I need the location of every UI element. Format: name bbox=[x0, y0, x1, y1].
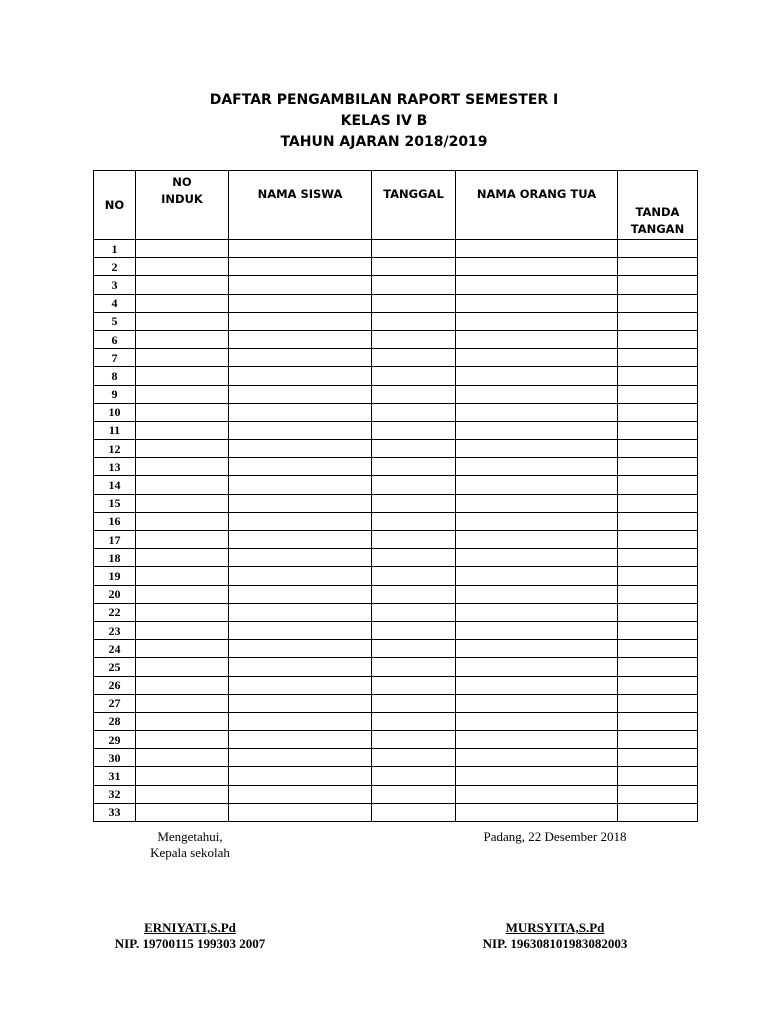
tanggal-cell bbox=[372, 767, 456, 785]
tanda-tangan-cell bbox=[618, 330, 698, 348]
principal-name: ERNIYATI,S.Pd bbox=[144, 920, 236, 935]
tanggal-cell bbox=[372, 494, 456, 512]
nama-orang-tua-cell bbox=[456, 803, 618, 821]
nama-siswa-cell bbox=[229, 476, 372, 494]
nama-orang-tua-cell bbox=[456, 567, 618, 585]
nama-orang-tua-cell bbox=[456, 621, 618, 639]
tanggal-cell bbox=[372, 694, 456, 712]
tanda-tangan-cell bbox=[618, 385, 698, 403]
no-induk-cell bbox=[136, 785, 229, 803]
row-number: 9 bbox=[94, 385, 136, 403]
row-number: 29 bbox=[94, 731, 136, 749]
nama-siswa-cell bbox=[229, 640, 372, 658]
no-induk-cell bbox=[136, 494, 229, 512]
nama-orang-tua-cell bbox=[456, 276, 618, 294]
tanggal-cell bbox=[372, 330, 456, 348]
nama-orang-tua-cell bbox=[456, 494, 618, 512]
nama-orang-tua-cell bbox=[456, 240, 618, 258]
tanda-tangan-cell bbox=[618, 349, 698, 367]
tanda-tangan-cell bbox=[618, 785, 698, 803]
tanggal-cell bbox=[372, 585, 456, 603]
no-induk-cell bbox=[136, 458, 229, 476]
tanggal-cell bbox=[372, 421, 456, 439]
col-header-tanda-tangan bbox=[618, 171, 698, 240]
tanda-tangan-cell bbox=[618, 258, 698, 276]
nama-siswa-cell bbox=[229, 585, 372, 603]
row-number: 23 bbox=[94, 621, 136, 639]
document-title: DAFTAR PENGAMBILAN RAPORT SEMESTER I bbox=[209, 92, 559, 108]
nama-orang-tua-cell bbox=[456, 403, 618, 421]
row-number: 12 bbox=[94, 440, 136, 458]
nama-siswa-cell bbox=[229, 749, 372, 767]
table-header-row bbox=[94, 171, 698, 240]
nama-siswa-cell bbox=[229, 312, 372, 330]
row-number: 14 bbox=[94, 476, 136, 494]
teacher-name: MURSYITA,S.Pd bbox=[505, 920, 605, 935]
no-induk-cell bbox=[136, 658, 229, 676]
row-number: 13 bbox=[94, 458, 136, 476]
tanggal-cell bbox=[372, 240, 456, 258]
tanda-tangan-cell bbox=[618, 621, 698, 639]
no-induk-cell bbox=[136, 731, 229, 749]
no-induk-cell bbox=[136, 403, 229, 421]
no-induk-cell bbox=[136, 440, 229, 458]
tanggal-cell bbox=[372, 385, 456, 403]
col-header-no: NO bbox=[94, 171, 136, 240]
tanda-tangan-cell bbox=[618, 403, 698, 421]
no-induk-cell bbox=[136, 330, 229, 348]
tanggal-cell bbox=[372, 258, 456, 276]
tanggal-cell bbox=[372, 312, 456, 330]
tanda-tangan-cell bbox=[618, 640, 698, 658]
principal-title: Kepala sekolah bbox=[150, 845, 230, 860]
tanggal-cell bbox=[372, 712, 456, 730]
row-number: 7 bbox=[94, 349, 136, 367]
row-number: 17 bbox=[94, 531, 136, 549]
table-row bbox=[94, 803, 698, 821]
tanda-tangan-cell bbox=[618, 294, 698, 312]
tanda-tangan-cell bbox=[618, 585, 698, 603]
nama-orang-tua-cell bbox=[456, 749, 618, 767]
nama-orang-tua-cell bbox=[456, 258, 618, 276]
row-number: 27 bbox=[94, 694, 136, 712]
nama-orang-tua-cell bbox=[456, 712, 618, 730]
table-row bbox=[94, 658, 698, 676]
table-row bbox=[94, 294, 698, 312]
no-induk-cell bbox=[136, 803, 229, 821]
nama-siswa-cell bbox=[229, 694, 372, 712]
table-row bbox=[94, 712, 698, 730]
tanggal-cell bbox=[372, 440, 456, 458]
tanda-tangan-cell bbox=[618, 421, 698, 439]
no-induk-cell bbox=[136, 512, 229, 530]
no-induk-cell bbox=[136, 240, 229, 258]
no-induk-cell bbox=[136, 585, 229, 603]
table-row bbox=[94, 531, 698, 549]
no-induk-cell bbox=[136, 621, 229, 639]
nama-orang-tua-cell bbox=[456, 603, 618, 621]
row-number: 32 bbox=[94, 785, 136, 803]
nama-orang-tua-cell bbox=[456, 585, 618, 603]
row-number: 4 bbox=[94, 294, 136, 312]
tanda-tangan-cell bbox=[618, 367, 698, 385]
nama-orang-tua-cell bbox=[456, 694, 618, 712]
tanggal-cell bbox=[372, 676, 456, 694]
nama-orang-tua-cell bbox=[456, 785, 618, 803]
table-row bbox=[94, 785, 698, 803]
no-induk-cell bbox=[136, 385, 229, 403]
tanda-tangan-cell bbox=[618, 512, 698, 530]
table-row bbox=[94, 385, 698, 403]
tanda-tangan-cell bbox=[618, 803, 698, 821]
nama-orang-tua-cell bbox=[456, 294, 618, 312]
row-number: 16 bbox=[94, 512, 136, 530]
table-row bbox=[94, 567, 698, 585]
tanda-tangan-cell bbox=[618, 676, 698, 694]
nama-orang-tua-cell bbox=[456, 312, 618, 330]
col-header-nama-siswa: NAMA SISWA bbox=[229, 171, 372, 240]
row-number: 1 bbox=[94, 240, 136, 258]
nama-siswa-cell bbox=[229, 367, 372, 385]
no-induk-cell bbox=[136, 676, 229, 694]
table-row bbox=[94, 549, 698, 567]
table-body bbox=[94, 240, 698, 822]
no-induk-cell bbox=[136, 531, 229, 549]
nama-siswa-cell bbox=[229, 531, 372, 549]
nama-siswa-cell bbox=[229, 294, 372, 312]
tanggal-cell bbox=[372, 294, 456, 312]
nama-siswa-cell bbox=[229, 276, 372, 294]
nama-siswa-cell bbox=[229, 803, 372, 821]
nama-siswa-cell bbox=[229, 603, 372, 621]
row-number: 11 bbox=[94, 421, 136, 439]
no-induk-cell bbox=[136, 367, 229, 385]
table-row bbox=[94, 494, 698, 512]
nama-siswa-cell bbox=[229, 258, 372, 276]
table-row bbox=[94, 749, 698, 767]
nama-orang-tua-cell bbox=[456, 731, 618, 749]
table-row bbox=[94, 585, 698, 603]
table-row bbox=[94, 349, 698, 367]
tanda-tangan-cell bbox=[618, 549, 698, 567]
nama-siswa-cell bbox=[229, 330, 372, 348]
nama-siswa-cell bbox=[229, 349, 372, 367]
tanda-tangan-cell bbox=[618, 567, 698, 585]
table-row bbox=[94, 621, 698, 639]
row-number: 3 bbox=[94, 276, 136, 294]
no-induk-cell bbox=[136, 258, 229, 276]
tanggal-cell bbox=[372, 658, 456, 676]
no-induk-cell bbox=[136, 567, 229, 585]
no-induk-cell bbox=[136, 712, 229, 730]
tanda-tangan-cell bbox=[618, 476, 698, 494]
tanggal-cell bbox=[372, 476, 456, 494]
tanggal-cell bbox=[372, 785, 456, 803]
table-row bbox=[94, 458, 698, 476]
nama-siswa-cell bbox=[229, 658, 372, 676]
table-row bbox=[94, 403, 698, 421]
no-induk-cell bbox=[136, 294, 229, 312]
tanda-tangan-cell bbox=[618, 694, 698, 712]
nama-orang-tua-cell bbox=[456, 512, 618, 530]
nama-siswa-cell bbox=[229, 458, 372, 476]
nama-orang-tua-cell bbox=[456, 531, 618, 549]
table-row bbox=[94, 421, 698, 439]
tanggal-cell bbox=[372, 749, 456, 767]
table-row bbox=[94, 258, 698, 276]
no-induk-cell bbox=[136, 421, 229, 439]
tanda-tangan-cell bbox=[618, 767, 698, 785]
no-induk-cell bbox=[136, 694, 229, 712]
nama-siswa-cell bbox=[229, 240, 372, 258]
nama-orang-tua-cell bbox=[456, 549, 618, 567]
nama-siswa-cell bbox=[229, 421, 372, 439]
nama-orang-tua-cell bbox=[456, 676, 618, 694]
nama-orang-tua-cell bbox=[456, 421, 618, 439]
row-number: 19 bbox=[94, 567, 136, 585]
row-number: 10 bbox=[94, 403, 136, 421]
nama-siswa-cell bbox=[229, 385, 372, 403]
table-row bbox=[94, 767, 698, 785]
nama-siswa-cell bbox=[229, 767, 372, 785]
tanda-tangan-cell bbox=[618, 312, 698, 330]
class-label: KELAS IV B bbox=[340, 113, 428, 129]
row-number: 8 bbox=[94, 367, 136, 385]
row-number: 24 bbox=[94, 640, 136, 658]
academic-year: TAHUN AJARAN 2018/2019 bbox=[280, 134, 488, 150]
nama-siswa-cell bbox=[229, 567, 372, 585]
tanggal-cell bbox=[372, 458, 456, 476]
table-row bbox=[94, 440, 698, 458]
principal-nip: NIP. 19700115 199303 2007 bbox=[114, 936, 266, 951]
row-number: 33 bbox=[94, 803, 136, 821]
table-row bbox=[94, 312, 698, 330]
tanggal-cell bbox=[372, 367, 456, 385]
tanggal-cell bbox=[372, 531, 456, 549]
row-number: 26 bbox=[94, 676, 136, 694]
nama-siswa-cell bbox=[229, 403, 372, 421]
teacher-nip: NIP. 196308101983082003 bbox=[482, 936, 628, 951]
no-induk-cell bbox=[136, 603, 229, 621]
nama-siswa-cell bbox=[229, 785, 372, 803]
nama-siswa-cell bbox=[229, 621, 372, 639]
tanggal-cell bbox=[372, 349, 456, 367]
row-number: 31 bbox=[94, 767, 136, 785]
table-row bbox=[94, 367, 698, 385]
nama-orang-tua-cell bbox=[456, 640, 618, 658]
nama-siswa-cell bbox=[229, 494, 372, 512]
nama-orang-tua-cell bbox=[456, 330, 618, 348]
tanggal-cell bbox=[372, 640, 456, 658]
table-row bbox=[94, 694, 698, 712]
row-number: 22 bbox=[94, 603, 136, 621]
table-row bbox=[94, 276, 698, 294]
nama-siswa-cell bbox=[229, 440, 372, 458]
nama-siswa-cell bbox=[229, 512, 372, 530]
tanggal-cell bbox=[372, 403, 456, 421]
col-header-no-induk bbox=[136, 171, 229, 240]
no-induk-cell bbox=[136, 312, 229, 330]
row-number: 6 bbox=[94, 330, 136, 348]
col-header-nama-orang-tua: NAMA ORANG TUA bbox=[456, 171, 618, 240]
row-number: 2 bbox=[94, 258, 136, 276]
tanggal-cell bbox=[372, 621, 456, 639]
table-row bbox=[94, 512, 698, 530]
nama-siswa-cell bbox=[229, 549, 372, 567]
nama-siswa-cell bbox=[229, 731, 372, 749]
tanda-tangan-cell bbox=[618, 603, 698, 621]
col-header-tanggal: TANGGAL bbox=[372, 171, 456, 240]
tanda-tangan-cell bbox=[618, 240, 698, 258]
tanggal-cell bbox=[372, 512, 456, 530]
table-row bbox=[94, 731, 698, 749]
no-induk-cell bbox=[136, 549, 229, 567]
tanda-tangan-cell bbox=[618, 658, 698, 676]
tanda-tangan-cell bbox=[618, 276, 698, 294]
col-header-no-induk-line1: NO bbox=[172, 175, 192, 189]
row-number: 15 bbox=[94, 494, 136, 512]
table-row bbox=[94, 476, 698, 494]
tanggal-cell bbox=[372, 276, 456, 294]
tanggal-cell bbox=[372, 803, 456, 821]
tanggal-cell bbox=[372, 549, 456, 567]
nama-orang-tua-cell bbox=[456, 458, 618, 476]
tanggal-cell bbox=[372, 731, 456, 749]
tanggal-cell bbox=[372, 567, 456, 585]
col-header-tanda-tangan-line1: TANDA bbox=[635, 205, 680, 219]
row-number: 25 bbox=[94, 658, 136, 676]
tanda-tangan-cell bbox=[618, 531, 698, 549]
acknowledged-label: Mengetahui, bbox=[157, 829, 223, 844]
nama-orang-tua-cell bbox=[456, 658, 618, 676]
tanda-tangan-cell bbox=[618, 440, 698, 458]
col-header-tanda-tangan-line2: TANGAN bbox=[630, 222, 685, 236]
nama-orang-tua-cell bbox=[456, 476, 618, 494]
tanda-tangan-cell bbox=[618, 494, 698, 512]
row-number: 28 bbox=[94, 712, 136, 730]
tanda-tangan-cell bbox=[618, 731, 698, 749]
table-row bbox=[94, 676, 698, 694]
table-row bbox=[94, 640, 698, 658]
nama-siswa-cell bbox=[229, 676, 372, 694]
nama-orang-tua-cell bbox=[456, 367, 618, 385]
tanda-tangan-cell bbox=[618, 458, 698, 476]
row-number: 5 bbox=[94, 312, 136, 330]
no-induk-cell bbox=[136, 640, 229, 658]
no-induk-cell bbox=[136, 767, 229, 785]
col-header-no-induk-line2: INDUK bbox=[161, 192, 203, 206]
no-induk-cell bbox=[136, 476, 229, 494]
row-number: 30 bbox=[94, 749, 136, 767]
table-row bbox=[94, 240, 698, 258]
row-number: 18 bbox=[94, 549, 136, 567]
nama-siswa-cell bbox=[229, 712, 372, 730]
tanggal-cell bbox=[372, 603, 456, 621]
tanda-tangan-cell bbox=[618, 749, 698, 767]
nama-orang-tua-cell bbox=[456, 767, 618, 785]
table-row bbox=[94, 603, 698, 621]
tanda-tangan-cell bbox=[618, 712, 698, 730]
no-induk-cell bbox=[136, 276, 229, 294]
row-number: 20 bbox=[94, 585, 136, 603]
nama-orang-tua-cell bbox=[456, 440, 618, 458]
no-induk-cell bbox=[136, 749, 229, 767]
nama-orang-tua-cell bbox=[456, 385, 618, 403]
no-induk-cell bbox=[136, 349, 229, 367]
place-date: Padang, 22 Desember 2018 bbox=[483, 829, 627, 844]
report-pickup-table bbox=[93, 170, 698, 822]
table-row bbox=[94, 330, 698, 348]
nama-orang-tua-cell bbox=[456, 349, 618, 367]
